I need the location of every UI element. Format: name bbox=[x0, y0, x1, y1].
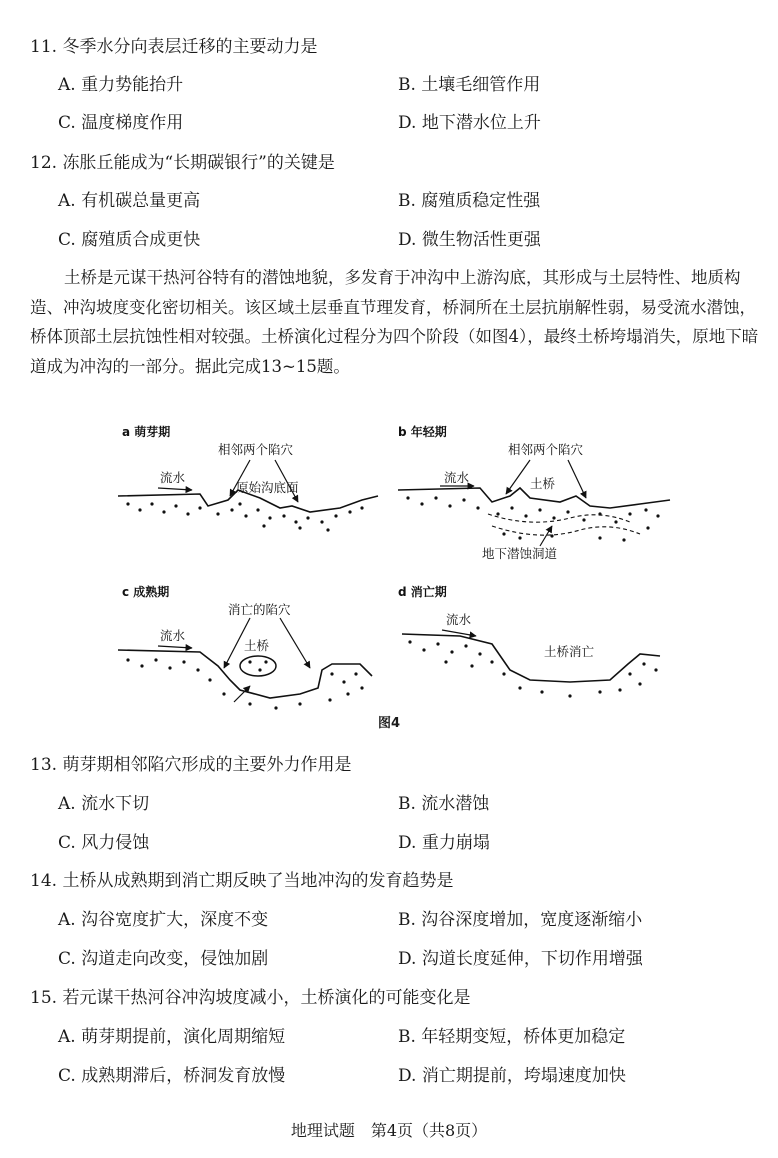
question-14-option-b[interactable]: B. 沟谷深度增加，宽度逐渐缩小 bbox=[398, 910, 643, 930]
panel-c-tunnel-arrow bbox=[234, 686, 250, 702]
panel-a-title: a 萌芽期 bbox=[122, 425, 171, 439]
passage-text: 土桥是元谋干热河谷特有的潜蚀地貌，多发育于冲沟中上游沟底，其形成与土层特性、地质构造、冲沟坡度变化密切相关。该区域土层垂直节理发育，桥洞所在土层抗崩解性弱，易受流水潜蚀，桥体顶部土层抗蚀性相对较强。土桥演化过程分为四个阶段（如图4），最终土桥垮塌消失，原地下暗道成为冲沟的一部分。据此完成13~15题。 bbox=[30, 268, 759, 376]
question-15-option-a[interactable]: A. 萌芽期提前，演化周期缩短 bbox=[58, 1027, 286, 1047]
panel-b-label-tunnel: 地下潜蚀洞道 bbox=[482, 546, 558, 561]
panel-a-label-sinkholes: 相邻两个陷穴 bbox=[218, 442, 294, 457]
panel-b-sinkhole-arrow-2 bbox=[568, 460, 586, 498]
panel-a bbox=[118, 424, 378, 532]
panel-d-soil-dots bbox=[408, 640, 657, 697]
question-12-stem: 12. 冻胀丘能成为“长期碳银行”的关键是 bbox=[30, 153, 335, 173]
question-11-option-c[interactable]: C. 温度梯度作用 bbox=[58, 113, 184, 133]
panel-c-label-vanished-sinkhole: 消亡的陷穴 bbox=[228, 602, 291, 617]
question-14-option-a[interactable]: A. 沟谷宽度扩大，深度不变 bbox=[58, 910, 269, 930]
panel-d-title: d 消亡期 bbox=[398, 585, 447, 599]
reading-passage bbox=[30, 263, 760, 381]
panel-c-bridge-remnant bbox=[240, 656, 276, 676]
panel-b-label-soil-bridge: 土桥 bbox=[530, 476, 556, 491]
question-12-option-a[interactable]: A. 有机碳总量更高 bbox=[58, 191, 201, 211]
panel-c-label-water-flow: 流水 bbox=[160, 628, 186, 643]
panel-c-flow-arrow bbox=[158, 646, 192, 648]
panel-a-soil-dots bbox=[126, 502, 363, 531]
panel-b-tunnel-lower bbox=[492, 526, 640, 535]
question-13-option-d[interactable]: D. 重力崩塌 bbox=[398, 833, 490, 853]
panel-c-label-soil-bridge: 土桥 bbox=[244, 638, 270, 653]
question-11-option-b[interactable]: B. 土壤毛细管作用 bbox=[398, 75, 541, 95]
question-15-stem: 15. 若元谋干热河谷冲沟坡度减小，土桥演化的可能变化是 bbox=[30, 988, 471, 1008]
panel-b-title: b 年轻期 bbox=[398, 425, 447, 439]
question-11-option-d[interactable]: D. 地下潜水位上升 bbox=[398, 113, 541, 133]
question-13-option-c[interactable]: C. 风力侵蚀 bbox=[58, 833, 150, 853]
question-14-stem: 14. 土桥从成熟期到消亡期反映了当地冲沟的发育趋势是 bbox=[30, 871, 454, 891]
panel-c-sinkhole-arrow-2 bbox=[280, 618, 310, 668]
panel-b-label-sinkholes: 相邻两个陷穴 bbox=[508, 442, 584, 457]
panel-d bbox=[398, 584, 660, 698]
panel-c bbox=[118, 584, 372, 710]
question-13-option-b[interactable]: B. 流水潜蚀 bbox=[398, 794, 490, 814]
panel-b bbox=[398, 424, 670, 561]
panel-d-label-water-flow: 流水 bbox=[446, 612, 472, 627]
question-13-option-a[interactable]: A. 流水下切 bbox=[58, 794, 150, 814]
question-15-option-d[interactable]: D. 消亡期提前，垮塌速度加快 bbox=[398, 1066, 626, 1086]
panel-a-label-water-flow: 流水 bbox=[160, 470, 186, 485]
question-14-option-c[interactable]: C. 沟道走向改变，侵蚀加剧 bbox=[58, 949, 269, 969]
panel-d-ground-profile bbox=[402, 634, 660, 682]
question-15-option-c[interactable]: C. 成熟期滞后，桥洞发育放慢 bbox=[58, 1066, 286, 1086]
question-12-option-c[interactable]: C. 腐殖质合成更快 bbox=[58, 230, 201, 250]
question-15-option-b[interactable]: B. 年轻期变短，桥体更加稳定 bbox=[398, 1027, 626, 1047]
panel-a-flow-arrow bbox=[158, 488, 192, 490]
question-13-stem: 13. 萌芽期相邻陷穴形成的主要外力作用是 bbox=[30, 755, 352, 775]
page-footer: 地理试题 第4页（共8页） bbox=[290, 1121, 488, 1140]
panel-b-tunnel-arrow bbox=[540, 526, 552, 546]
panel-a-label-gully-floor: 原始沟底面 bbox=[236, 480, 299, 495]
panel-b-label-water-flow: 流水 bbox=[444, 470, 470, 485]
panel-d-label-bridge-gone: 土桥消亡 bbox=[544, 644, 595, 659]
panel-c-title: c 成熟期 bbox=[122, 585, 170, 599]
question-11-option-a[interactable]: A. 重力势能抬升 bbox=[58, 75, 184, 95]
question-12-option-b[interactable]: B. 腐殖质稳定性强 bbox=[398, 191, 541, 211]
figure-4-caption: 图4 bbox=[377, 716, 401, 731]
figure-4-diagram bbox=[100, 418, 700, 738]
question-14-option-d[interactable]: D. 沟道长度延伸，下切作用增强 bbox=[398, 949, 643, 969]
panel-b-ground-profile bbox=[398, 488, 670, 508]
panel-b-tunnel-upper bbox=[488, 514, 630, 522]
question-12-option-d[interactable]: D. 微生物活性更强 bbox=[398, 230, 541, 250]
question-11-stem: 11. 冬季水分向表层迁移的主要动力是 bbox=[30, 37, 318, 57]
figure-4 bbox=[100, 418, 700, 738]
